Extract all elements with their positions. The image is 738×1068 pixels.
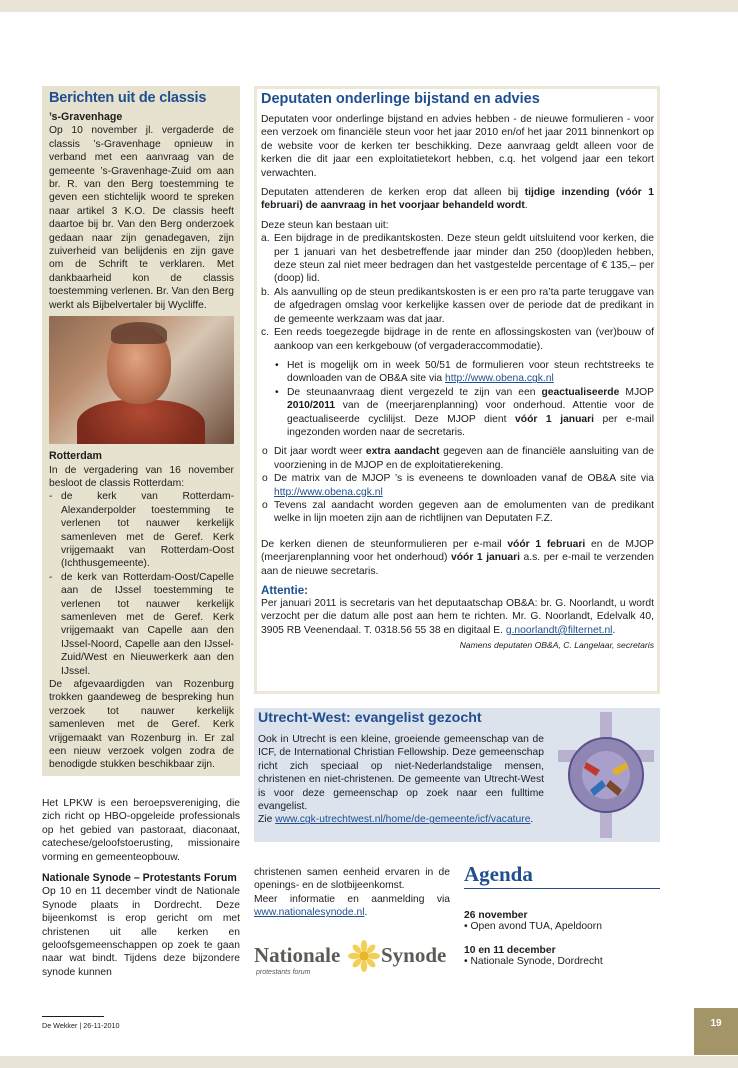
logo-right-text: Synode xyxy=(381,943,447,967)
synode-continued-text: christenen samen eenheid ervaren in de openings- en de slotbijeenkomst. xyxy=(254,867,450,892)
synode-text: Op 10 en 11 december vindt de Nationale Synode plaats in Dordrecht. Deze bijeenkomst is erop gericht om met christenen uit alle kerken en geloofsgemeenschappen op zoek te gaan naar wat bindt. Tijdens deze bijzondere synode kunnen xyxy=(42,886,240,978)
deputaten-title: Deputaten onderlinge bijstand en advies xyxy=(261,91,540,107)
synode-info: Meer informatie en aanmelding via www.nationalesynode.nl. xyxy=(254,893,450,919)
agenda-title: Agenda xyxy=(464,862,533,886)
deadline-text: De kerken dienen de steunformulieren per e-mail vóór 1 februari en de MJOP (meerjarenplanning voor het onderhoud) vóór 1 januari a.s. per e-mail te verzenden aan de nieuwe secretaris. xyxy=(261,538,654,577)
portrait-photo xyxy=(49,316,234,444)
subhead-rotterdam: Rotterdam xyxy=(49,450,102,463)
email-link[interactable]: g.noorlandt@filternet.nl xyxy=(505,624,613,636)
list-item: c. Een reeds toegezegde bijdrage in de rente en aflossingskosten van (ver)bouw of aankoop van een kerkgebouw (of vergaderaccommodatie). xyxy=(261,327,654,352)
rozenburg-text: De afgevaardigden van Rozenburg trokken gaandeweg de bespreking hun verzoek tot nauwer kerkelijk samenleven met de Geref. Kerk vrijgemaakt van Rozenburg in. Er zal een nieuw verzoek volgen zodra de benodigde stukken beschikbaar zijn. xyxy=(49,679,234,771)
list-item: b. Als aanvulling op de steun predikantskosten is er een pro ra’ta parte teruggave van de afgedragen omslag voor kerkelijke kassen over de periode dat de predikant in de gemeente werkzaam was dat jaar. xyxy=(261,286,654,325)
footer-rule xyxy=(42,1016,104,1017)
list-item: o Tevens zal aandacht worden gegeven aan de emolumenten van de predikant welke in lijn moeten zijn aan de richtlijnen van Deputaten F.Z. xyxy=(262,499,654,525)
lpkw-text: Het LPKW is een beroepsvereniging, die zich richt op HBO-opgeleide professionals op het gebied van pastoraat, diaconaat, catechese/geloofstoerusting, missionaire vorming en gemeenteopbouw. xyxy=(42,798,240,863)
icf-logo xyxy=(556,710,656,840)
subhead-gravenhage: ’s-Gravenhage xyxy=(49,111,123,123)
list-item: o Dit jaar wordt weer extra aandacht gegeven aan de financiële aansluiting van de voorziening in de MJOP en de exploitatierekening. xyxy=(262,446,655,471)
list-item: • De steunaanvraag dient vergezeld te zijn van een geactualiseerde MJOP 2010/2011 van de (meerjarenplanning) voor onderhoud. Attentie voor de geactualiseerde cyclilijst. Deze MJOP dient vóór 1 januari per e-mail ingezonden worden naar de secretaris. xyxy=(275,386,655,438)
logo-left-text: Nationale xyxy=(254,943,341,967)
utrecht-box xyxy=(254,708,660,842)
list-item: - de kerk van Rotterdam-Oost/Capelle aan de IJssel toestemming te verlenen tot nauwer kerkelijk samenleven met de Geref. Kerk vrijgemaakt van Capelle aan den IJssel-Noord, Capelle aan den IJssel-Zuid/West en Nieuwerkerk aan den IJssel. xyxy=(49,571,234,678)
deputaten-intro: Deputaten voor onderlinge bijstand en advies hebben - de nieuwe formulieren - voor een verzoek om financiële steun voor het jaar 2010 en/of het jaar 2011 binnenkort op de website voor de kerken ter beschikking. Deze aanvraag geldt alleen voor de kerken die dit jaar een exploitatietekort hebben, c.q. het volgend jaar een tekort verwachten. xyxy=(261,114,654,179)
synode-link[interactable]: www.nationalesynode.nl xyxy=(254,907,365,919)
vacature-link[interactable]: www.cgk-utrechtwest.nl/home/de-gemeente/icf/vacature xyxy=(275,814,531,826)
obena-link[interactable]: http://www.obena.cgk.nl xyxy=(445,373,554,385)
secretary-text: Per januari 2011 is secretaris van het deputaatschap OB&A: br. G. Noorlandt, u wordt verzocht per die datum alle post aan hem te richten. Mr. G. Noorlandt, Edelvalk 40, 3905 RB Veenendaal. T. 0318.56 55 38 en digitaal E. g.noorlandt@filternet.nl. xyxy=(261,598,654,636)
obena-matrix-link[interactable]: http://www.obena.cgk.nl xyxy=(274,486,383,498)
classis-box xyxy=(42,86,240,776)
synode-subhead: Nationale Synode – Protestants Forum xyxy=(42,872,237,885)
list-item: • Het is mogelijk om in week 50/51 de formulieren voor steun rechtstreeks te downloaden van de OB&A site via http://www.obena.cgk.nl xyxy=(275,359,654,385)
deputaten-box xyxy=(254,86,660,694)
list-item: o De matrix van de MJOP ’s is eveneens te downloaden vanaf de OB&A site via http://www.obena.cgk.nl xyxy=(262,473,654,498)
list-item: a. Een bijdrage in de predikantskosten. Deze steun geldt uitsluitend voor kerken, die per 1 januari van het desbetreffende jaar minder dan 250 (doop)leden hebben, deze steun zal niet meer bedragen dan het vastgestelde percentage of € 135,– per (doop) lid. xyxy=(261,233,654,285)
page-number: 19 xyxy=(694,1008,738,1055)
gravenhage-text: Op 10 november jl. vergaderde de classis ’s-Gravenhage opnieuw in verband met een aanvraag van de gemeente ’s-Gravenhage-Zuid om aan br. R. van den Berg toestemming te geven een stichtelijk woord te spreken naar artikel 3 K.O. De classis heeft daartoe bij br. Van den Berg onderzoek gedaan naar zijn genadegaven, zijn zuiverheid van belijdenis en zijn gave om de Schrift te verklaren. Met dankbaarheid kon de classis toestemming verlenen. Br. Van den Berg werkt als Bijbelvertaler bij Wycliffe. xyxy=(49,125,234,311)
utrecht-text: Ook in Utrecht is een kleine, groeiende gemeenschap van de ICF, de International Christian Fellowship. Deze gemeenschap richt zich speciaal op niet-Nederlandstalige mensen, christenen en niet-christenen. De gemeente van Utrecht-West is voor deze gemeenschap op zoek naar een fulltime evangelist. xyxy=(258,734,544,813)
agenda xyxy=(464,862,660,967)
agenda-item: • Nationale Synode, Dordrecht xyxy=(464,956,603,967)
agenda-date: 10 en 11 december xyxy=(464,945,556,956)
classis-title: Berichten uit de classis xyxy=(49,90,207,106)
utrecht-link-line: Zie www.cgk-utrechtwest.nl/home/de-gemeente/icf/vacature. xyxy=(258,814,534,826)
lpkw-section xyxy=(42,797,240,979)
attentie-heading: Attentie: xyxy=(261,584,309,597)
footer-issue: De Wekker | 26-11-2010 xyxy=(42,1021,120,1030)
agenda-item: • Open avond TUA, Apeldoorn xyxy=(464,921,602,932)
support-intro: Deze steun kan bestaan uit: xyxy=(261,219,389,231)
rotterdam-intro: In de vergadering van 16 november besloot de classis Rotterdam: xyxy=(49,464,234,489)
logo-sub-text: protestants forum xyxy=(256,969,311,976)
utrecht-title: Utrecht-West: evangelist gezocht xyxy=(258,710,482,726)
agenda-date: 26 november xyxy=(464,910,528,921)
deputaten-deadline: Deputaten attenderen de kerken erop dat alleen bij tijdige inzending (vóór 1 februari) de aanvraag in het voorjaar behandeld wordt. xyxy=(261,187,654,212)
synode-continued xyxy=(254,866,450,920)
list-item: - de kerk van Rotterdam-Alexanderpolder toestemming te verlenen tot nauwer kerkelijk samenleven met de Geref. Kerk vrijgemaakt van Rotterdam-Oost (Ichthusgemeente). xyxy=(49,490,234,570)
signature: Namens deputaten OB&A, C. Langelaar, secretaris xyxy=(459,640,654,651)
nationale-synode-logo xyxy=(254,935,452,983)
